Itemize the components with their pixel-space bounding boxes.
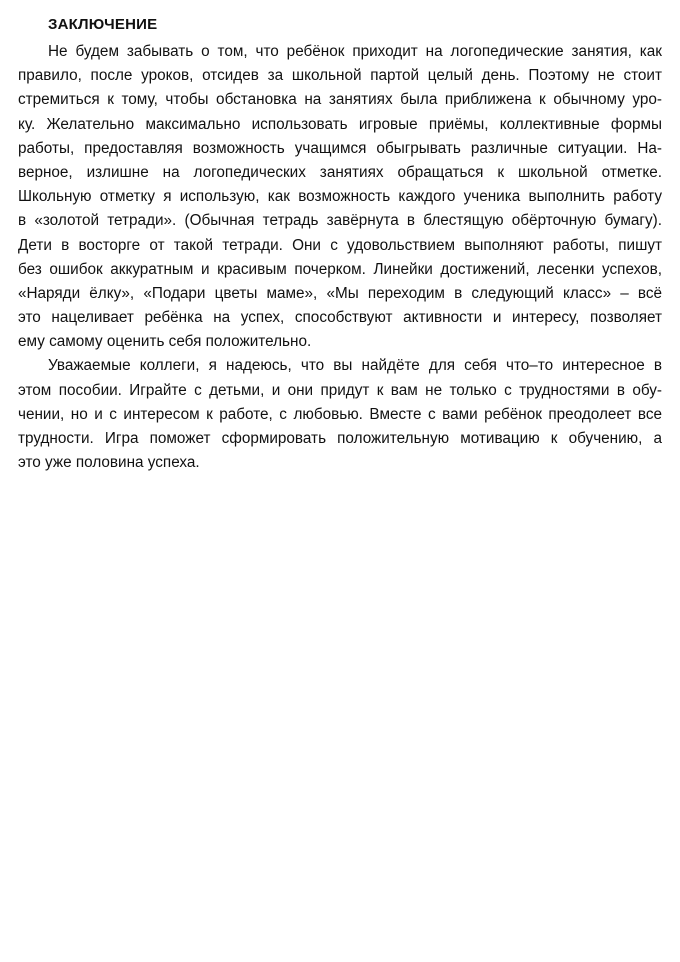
paragraph-line: Дети в восторге от такой тетради. Они с удовольствием выполняют работы, пишут (18, 236, 662, 254)
paragraph-line: в «золотой тетради». (Обычная тетрадь завёрнута в блестящую обёрточную бумагу). (18, 212, 662, 230)
paragraph-line: этом пособии. Играйте с детьми, и они придут к вам не только с трудностями в обу- (18, 381, 662, 399)
paragraph-line: ку. Желательно максимально использовать игровые приёмы, коллективные формы (18, 115, 662, 133)
paragraph-2 (18, 354, 662, 475)
document-page (18, 12, 662, 475)
section-heading: ЗАКЛЮЧЕНИЕ (48, 16, 158, 33)
paragraph-line: Уважаемые коллеги, я надеюсь, что вы найдёте для себя что–то интересное в (48, 357, 662, 375)
paragraph-line: трудности. Игра поможет сформировать положительную мотивацию к обучению, а (18, 430, 662, 447)
paragraph-line: это нацеливает ребёнка на успех, способствуют активности и интересу, позволяет (18, 309, 662, 327)
paragraph-line: правило, после уроков, отсидев за школьной партой целый день. Поэтому не стоит (18, 67, 662, 85)
paragraph-line: чении, но и с интересом к работе, с любовью. Вместе с вами ребёнок преодолеет все (18, 405, 662, 423)
paragraph-line: стремиться к тому, чтобы обстановка на занятиях была приближена к обычному уро- (18, 91, 662, 109)
paragraph-line: ему самому оценить себя положительно. (18, 333, 312, 351)
paragraph-line: работы, предоставляя возможность учащимся обыгрывать различные ситуации. На- (18, 139, 662, 157)
paragraph-line: без ошибок аккуратным и красивым почерком. Линейки достижений, лесенки успехов, (18, 260, 662, 278)
paragraph-line: Школьную отметку я использую, как возможность каждого ученика выполнить работу (18, 188, 662, 206)
paragraph-line: «Наряди ёлку», «Подари цветы маме», «Мы переходим в следующий класс» – всё (18, 284, 662, 302)
paragraph-line: верное, излишне на логопедических занятиях обращаться к школьной отметке. (18, 163, 662, 181)
paragraph-line: Не будем забывать о том, что ребёнок приходит на логопедические занятия, как (48, 43, 662, 60)
paragraph-line: это уже половина успеха. (18, 454, 200, 472)
paragraph-1 (18, 40, 662, 354)
